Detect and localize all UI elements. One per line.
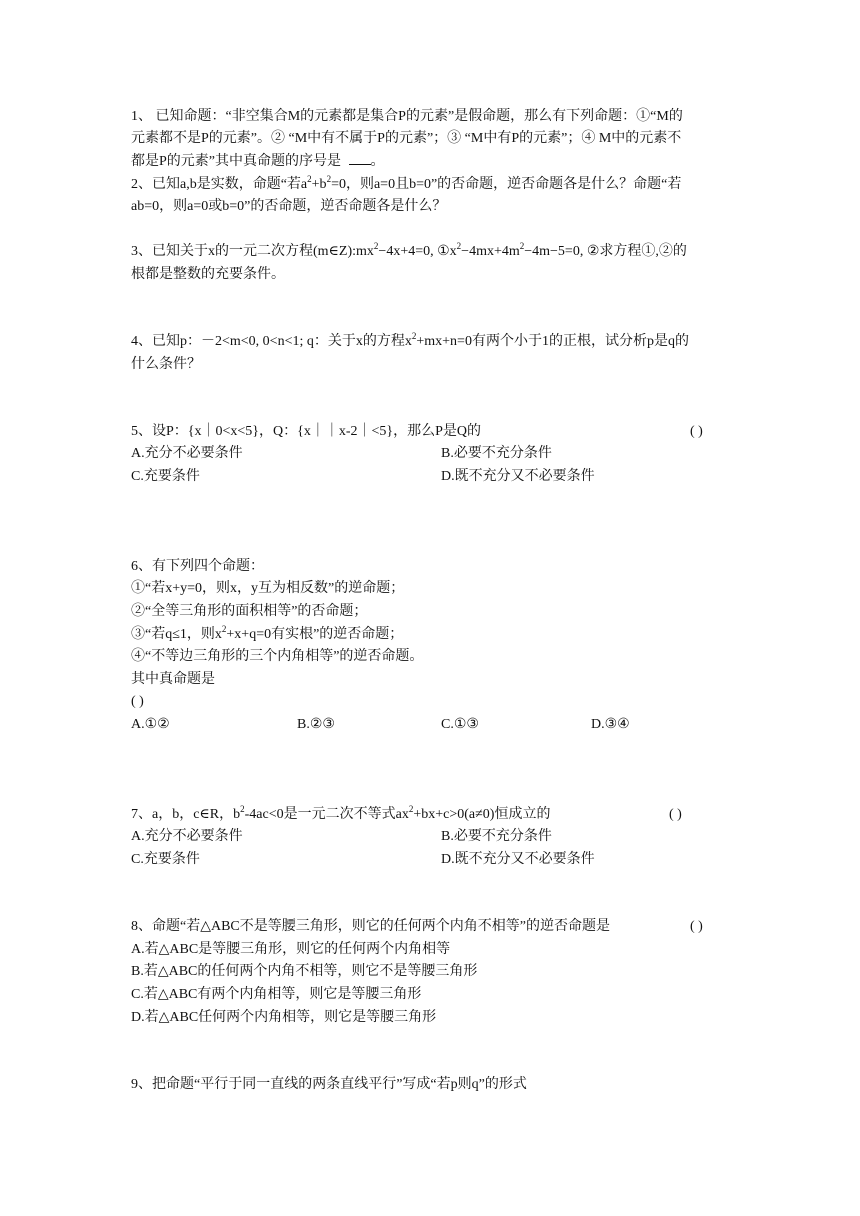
q1-text-3-end: 。: [370, 154, 385, 169]
q6-item-2: [131, 601, 367, 623]
q5-stem-text: 5、设P：{x｜0<x<5}，Q：{x｜｜x-2｜<5}，那么P是Q的: [131, 424, 482, 439]
q2-text-b: +b: [311, 177, 327, 192]
q6-option-d[interactable]: D.③④: [591, 717, 630, 732]
q8-option-d[interactable]: D.若△ABC任何两个内角相等，则它是等腰三角形: [131, 1010, 437, 1025]
q6-ask: [131, 669, 215, 691]
q1-text-1: 1、 已知命题：“非空集合M的元素都是集合P的元素”是假命题，那么有下列命题：①“M的: [131, 109, 683, 124]
q6-item-3-text-b: +x+q=0有实根”的逆否命题；: [226, 627, 404, 642]
q2-sup-2: 2: [326, 174, 332, 184]
q2-text-2: ab=0，则a=0或b=0”的否命题，逆否命题各是什么？: [131, 199, 447, 214]
q6-stem: [131, 556, 264, 578]
q7-answer-paren[interactable]: ( ): [669, 807, 682, 822]
q8-option-a[interactable]: A.若△ABC是等腰三角形，则它的任何两个内角相等: [131, 942, 451, 957]
q8-option-b[interactable]: B.若△ABC的任何两个内角不相等，则它不是等腰三角形: [131, 964, 478, 979]
q4-text-2: 什么条件？: [131, 357, 201, 372]
q7-sup-2: 2: [408, 804, 414, 814]
q2-line-2: [131, 196, 446, 218]
q5-option-b[interactable]: B.必要不充分条件: [441, 446, 552, 461]
q7-stem-b: -4ac<0是一元二次不等式ax: [244, 807, 409, 822]
q1-line-3: [131, 151, 385, 173]
q1-line-1: [131, 106, 683, 128]
q3-sup-2: 2: [456, 241, 462, 251]
q4-text-b: +mx+n=0有两个小于1的正根，试分析p是q的: [416, 334, 689, 349]
q5-option-c[interactable]: C.充要条件: [131, 469, 200, 484]
q6-option-a[interactable]: A.①②: [131, 717, 170, 732]
q1-text-2: 元素都不是P的元素”。② “M中有不属于P的元素”；③ “M中有P的元素”；④ M中的元素不: [131, 131, 682, 146]
q8-stem-text: 8、命题“若△ABC不是等腰三角形，则它的任何两个内角不相等”的逆否命题是: [131, 919, 610, 934]
q3-line-2: [131, 264, 285, 286]
q9-stem: [131, 1074, 527, 1096]
q5-answer-paren[interactable]: ( ): [690, 424, 703, 439]
q3-text-d: −4m−5=0, ②求方程①,②的: [524, 244, 687, 259]
q6-item-4-text: ④“不等边三角形的三个内角相等”的逆否命题。: [131, 649, 424, 664]
q6-item-2-text: ②“全等三角形的面积相等”的否命题；: [131, 604, 368, 619]
q7-stem: [131, 804, 550, 826]
q5-stem: [131, 421, 481, 443]
q4-line-1: [131, 331, 689, 353]
q6-item-3-text-a: ③“若q≤1，则x: [131, 627, 222, 642]
q3-text-2: 根都是整数的充要条件。: [131, 267, 285, 282]
q6-item-1: [131, 578, 404, 600]
q4-text-a: 4、已知p：－2<m<0, 0<n<1; q：关于x的方程x: [131, 334, 412, 349]
q1-line-2: [131, 128, 681, 150]
q6-answer-paren[interactable]: ( ): [131, 694, 144, 709]
q3-text-b: −4x+4=0, ①x: [378, 244, 457, 259]
q3-text-a: 3、已知关于x的一元二次方程(m∈Z):mx: [131, 244, 374, 259]
q6-item-1-text: ①“若x+y=0，则x，y互为相反数”的逆命题；: [131, 581, 405, 596]
q9-stem-text: 9、把命题“平行于同一直线的两条直线平行”写成“若p则q”的形式: [131, 1077, 527, 1092]
q6-stem-text: 6、有下列四个命题：: [131, 559, 264, 574]
q8-stem: [131, 916, 610, 938]
q7-option-d[interactable]: D.既不充分又不必要条件: [441, 852, 595, 867]
answer-blank[interactable]: [349, 152, 371, 165]
q7-stem-c: +bx+c>0(a≠0)恒成立的: [413, 807, 551, 822]
q7-stem-a: 7、a，b，c∈R，b: [131, 807, 241, 822]
q3-text-c: −4mx+4m: [461, 244, 520, 259]
q6-option-b[interactable]: B.②③: [297, 717, 335, 732]
q8-option-c[interactable]: C.若△ABC有两个内角相等，则它是等腰三角形: [131, 987, 422, 1002]
q5-option-a[interactable]: A.充分不必要条件: [131, 446, 243, 461]
q3-sup-3: 2: [519, 241, 525, 251]
q7-option-c[interactable]: C.充要条件: [131, 852, 200, 867]
q3-line-1: [131, 241, 687, 263]
q2-text-c: =0，则a=0且b=0”的否命题，逆否命题各是什么？命题“若: [331, 177, 682, 192]
q5-option-d[interactable]: D.既不充分又不必要条件: [441, 469, 595, 484]
q7-option-b[interactable]: B.必要不充分条件: [441, 829, 552, 844]
q4-line-2: [131, 354, 201, 376]
q2-text-a: 2、已知a,b是实数，命题“若a: [131, 177, 308, 192]
q6-item-3: [131, 624, 403, 646]
q2-sup-1: 2: [307, 174, 312, 184]
q6-option-c[interactable]: C.①③: [441, 717, 479, 732]
q3-sup-1: 2: [373, 241, 379, 251]
q4-sup-1: 2: [411, 331, 417, 341]
q7-sup-1: 2: [240, 804, 245, 814]
q6-ask-text: 其中真命题是: [131, 672, 215, 687]
q1-text-3: 都是P的元素”其中真命题的序号是: [131, 154, 345, 169]
q2-line-1: [131, 174, 681, 196]
q6-item-3-sup: 2: [221, 624, 227, 634]
q6-item-4: [131, 646, 423, 668]
q7-option-a[interactable]: A.充分不必要条件: [131, 829, 243, 844]
q8-answer-paren[interactable]: ( ): [690, 919, 703, 934]
